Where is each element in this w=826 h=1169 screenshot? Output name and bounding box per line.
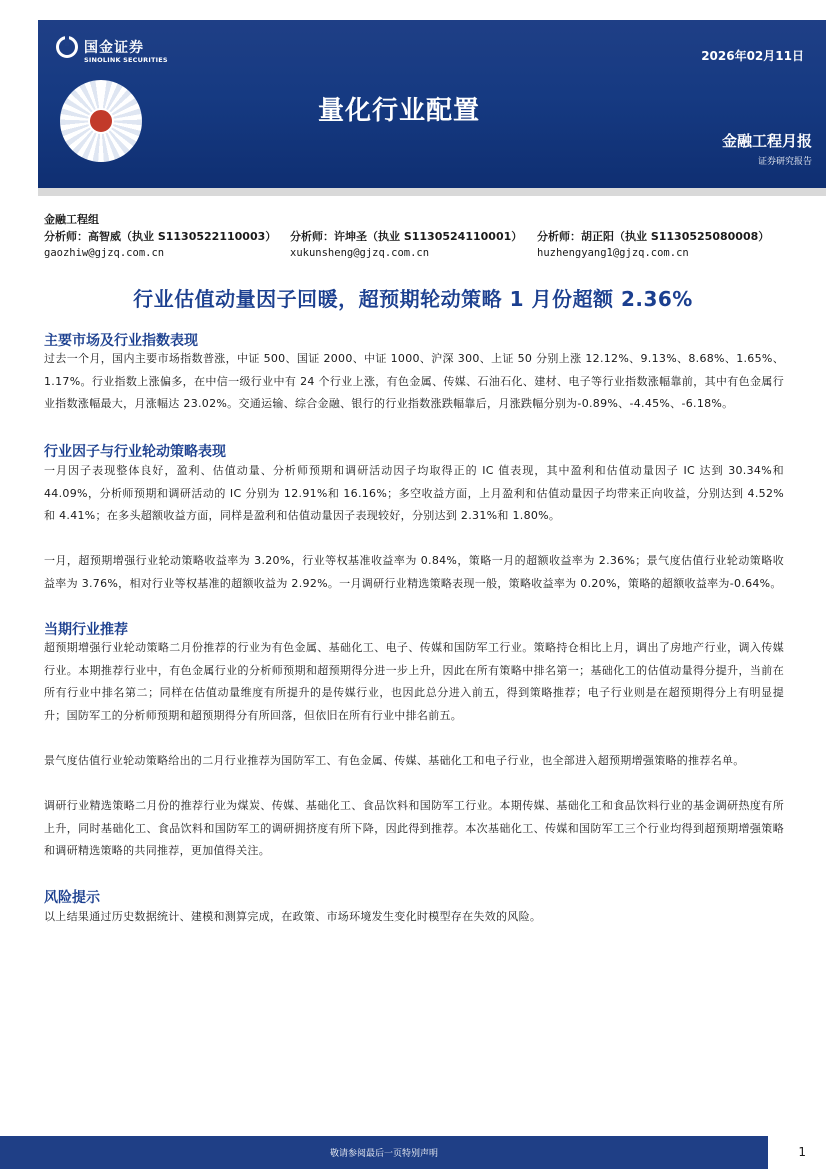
analyst-label: 分析师：许坤圣（执业 S1130524110001） (290, 230, 523, 243)
header-shadow (38, 188, 826, 196)
report-headline: 行业估值动量因子回暖，超预期轮动策略 1 月份超额 2.36% (133, 287, 693, 311)
paragraph-recommend-2: 景气度估值行业轮动策略给出的二月行业推荐为国防军工、有色金属、传媒、基础化工和电子行业，也全部进入超预期增强策略的推荐名单。 (44, 754, 745, 767)
page-number: 1 (798, 1145, 806, 1159)
paragraph-risk: 以上结果通过历史数据统计、建模和测算完成，在政策、市场环境发生变化时模型存在失效的风险。 (44, 910, 542, 923)
team-name: 金融工程组 (44, 213, 99, 226)
section-title-market: 主要市场及行业指数表现 (44, 333, 198, 349)
company-logo (56, 36, 168, 64)
analyst-label: 分析师：高智威（执业 S1130522110003） (44, 230, 277, 243)
report-title: 量化行业配置 (318, 96, 481, 126)
analyst-1 (44, 228, 276, 259)
qr-code-icon (60, 80, 142, 162)
report-subtype: 证券研究报告 (757, 157, 812, 167)
paragraph-recommend-1: 超预期增强行业轮动策略二月份推荐的行业为有色金属、基础化工、电子、传媒和国防军工行业。策略持仓相比上月，调出了房地产行业，调入传媒行业。本期推荐行业中，有色金属行业的分析师预期和超预期得分进一步上升，因此在所有策略中排名第一；基础化工的估值动量得分提升，当前在所有行业中排名第二；同样在估值动量维度有所提升的是传媒行业，也因此总分进入前五，得到策略推荐；电子行业则是在超预期得分上有明显提升；国防军工的分析师预期和超预期得分有所回落，但依旧在所有行业中排名前五。 (44, 641, 784, 722)
paragraph-recommend-3: 调研行业精选策略二月份的推荐行业为煤炭、传媒、基础化工、食品饮料和国防军工行业。本期传媒、基础化工和食品饮料行业的基金调研热度有所上升，同时基础化工、食品饮料和国防军工的调研拥挤度有所下降，因此得到推荐。本次基础化工、传媒和国防军工三个行业均得到超预期增强策略和调研精选策略的共同推荐，更加值得关注。 (44, 799, 784, 857)
analyst-2 (290, 228, 522, 259)
section-title-recommend: 当期行业推荐 (44, 622, 128, 638)
paragraph-market: 过去一个月，国内主要市场指数普涨，中证 500、国证 2000、中证 1000、沪深 300、上证 50 分别上涨 12.12%、9.13%、8.68%、1.65%、1.17%。行业指数上涨偏多，在中信一级行业中有 24 个行业上涨，有色金属、传媒、石油石化、建材、电子等行业指数涨幅靠前，其中有色金属行业指数涨幅最大，月涨幅达 23.02%。交通运输、综合金融、银行的行业指数涨跌幅靠后，月涨跌幅分别为-0.89%、-4.45%、-6.18%。 (44, 352, 784, 410)
logo-en-text: SINOLINK SECURITIES (84, 56, 168, 64)
qr-center-logo (88, 108, 114, 134)
footer-disclaimer: 敬请参阅最后一页特别声明 (329, 1149, 438, 1159)
logo-cn-text: 国金证券 (84, 40, 144, 56)
paragraph-factor-2: 一月，超预期增强行业轮动策略收益率为 3.20%，行业等权基准收益率为 0.84%，策略一月的超额收益率为 2.36%；景气度估值行业轮动策略收益率为 3.76%，相对行业等权基准的超额收益为 2.92%。一月调研行业精选策略表现一般，策略收益率为 0.20%，策略的超额收益率为-0.64%。 (44, 554, 784, 590)
report-date: 2026年02月11日 (701, 49, 804, 63)
analyst-3 (537, 228, 769, 259)
analyst-email[interactable]: gaozhiw@gjzq.com.cn (44, 247, 165, 259)
section-title-risk: 风险提示 (44, 890, 100, 906)
logo-mark-icon (56, 36, 78, 58)
paragraph-factor-1: 一月因子表现整体良好，盈利、估值动量、分析师预期和调研活动因子均取得正的 IC 值表现，其中盈利和估值动量因子 IC 达到 30.34%和 44.09%，分析师预期和调研活动的 IC 分别为 12.91%和 16.16%；多空收益方面，上月盈利和估值动量因子均带来正向收益，分别达到 4.52%和 4.41%；在多头超额收益方面，同样是盈利和估值动量因子表现较好，分别达到 2.31%和 1.80%。 (44, 464, 784, 522)
section-title-factor: 行业因子与行业轮动策略表现 (44, 444, 226, 460)
report-type: 金融工程月报 (721, 132, 812, 150)
analyst-label: 分析师：胡正阳（执业 S1130525080008） (537, 230, 770, 243)
analyst-email[interactable]: xukunsheng@gjzq.com.cn (290, 247, 430, 259)
analyst-email[interactable]: huzhengyang1@gjzq.com.cn (537, 247, 689, 259)
